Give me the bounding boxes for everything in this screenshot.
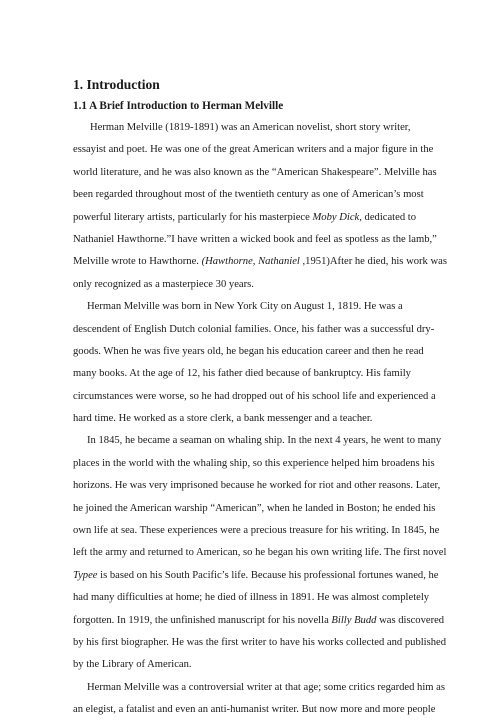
- text-line: Herman Melville (1819-1891) was an American novelist, short story writer,: [90, 122, 411, 133]
- text-line: Herman Melville was born in New York City on August 1, 1819. He was a: [87, 301, 403, 313]
- body-text: [73, 117, 447, 722]
- text-run: forgotten. In 1919, the unfinished manuscript for his novella: [73, 614, 332, 626]
- text-line: had many difficulties at home; he died of illness in 1891. He was almost completely: [73, 592, 430, 604]
- text-line: left the army and returned to American, so he began his own writing life. The first novel: [73, 547, 447, 559]
- section-heading: 1. Introduction: [73, 77, 160, 92]
- text-line: hard time. He worked as a store clerk, a bank messenger and a teacher.: [73, 413, 373, 425]
- book-title: Moby Dick: [312, 211, 360, 223]
- text-line: Herman Melville was a controversial writer at that age; some critics regarded him as: [87, 681, 445, 693]
- text-line: Nathaniel Hawthorne.”I have written a wicked book and feel as spotless as the lamb,”: [73, 233, 437, 245]
- text-run: powerful literary artists, particularly for his masterpiece: [73, 211, 313, 223]
- text-line: only recognized as a masterpiece 30 years.: [73, 278, 254, 290]
- text-line: an elegist, a fatalist and even an anti-humanist writer. But now more and more people: [73, 704, 436, 716]
- text-line: he joined the American warship “American”, when he landed in Boston; he ended his: [73, 502, 436, 514]
- text-run: Melville wrote to Hawthorne.: [73, 256, 202, 268]
- text-line: [73, 565, 439, 587]
- text-line: by the Library of American.: [73, 659, 192, 671]
- text-line: many books. At the age of 12, his father died because of bankruptcy. His family: [73, 368, 411, 380]
- text-run: ,1951)After he died, his work was: [299, 256, 447, 268]
- text-line: descendent of English Dutch colonial families. Once, his father was a successful dry-: [73, 323, 435, 335]
- text-line: [73, 207, 433, 229]
- text-line: circumstances were worse, so he had dropped out of his school life and experienced a: [73, 390, 436, 402]
- text-line: horizons. He was very imprisoned because he worked for riot and other reasons. Later,: [73, 480, 441, 492]
- text-line: world literature, and he was also known as the “American Shakespeare”. Melville has: [73, 166, 437, 178]
- text-line: by his first biographer. He was the first writer to have his works collected and published: [73, 636, 447, 648]
- text-line: [73, 610, 445, 632]
- text-line: places in the world with the whaling ship, so this experience helped him broadens his: [73, 457, 435, 469]
- text-run: was discovered: [376, 614, 445, 626]
- text-line: essayist and poet. He was one of the great American writers and a major figure in the: [73, 144, 434, 156]
- text-run: is based on his South Pacific’s life. Because his professional fortunes waned, he: [97, 569, 439, 581]
- text-line: In 1845, he became a seaman on whaling ship. In the next 4 years, he went to many: [87, 435, 442, 447]
- citation: (Hawthorne, Nathaniel: [201, 256, 300, 268]
- text-line: goods. When he was five years old, he began his education career and then he read: [73, 345, 424, 357]
- text-line: own life at sea. These experiences were a precious treasure for his writing. In 1845, he: [73, 525, 440, 537]
- text-line: been regarded throughout most of the twentieth century as one of American’s most: [73, 189, 424, 201]
- book-title: Typee: [73, 569, 98, 581]
- subsection-heading: 1.1 A Brief Introduction to Herman Melville: [73, 100, 284, 112]
- text-line: [73, 251, 447, 273]
- text-run: , dedicated to: [359, 211, 417, 223]
- book-title: Billy Budd: [331, 614, 377, 626]
